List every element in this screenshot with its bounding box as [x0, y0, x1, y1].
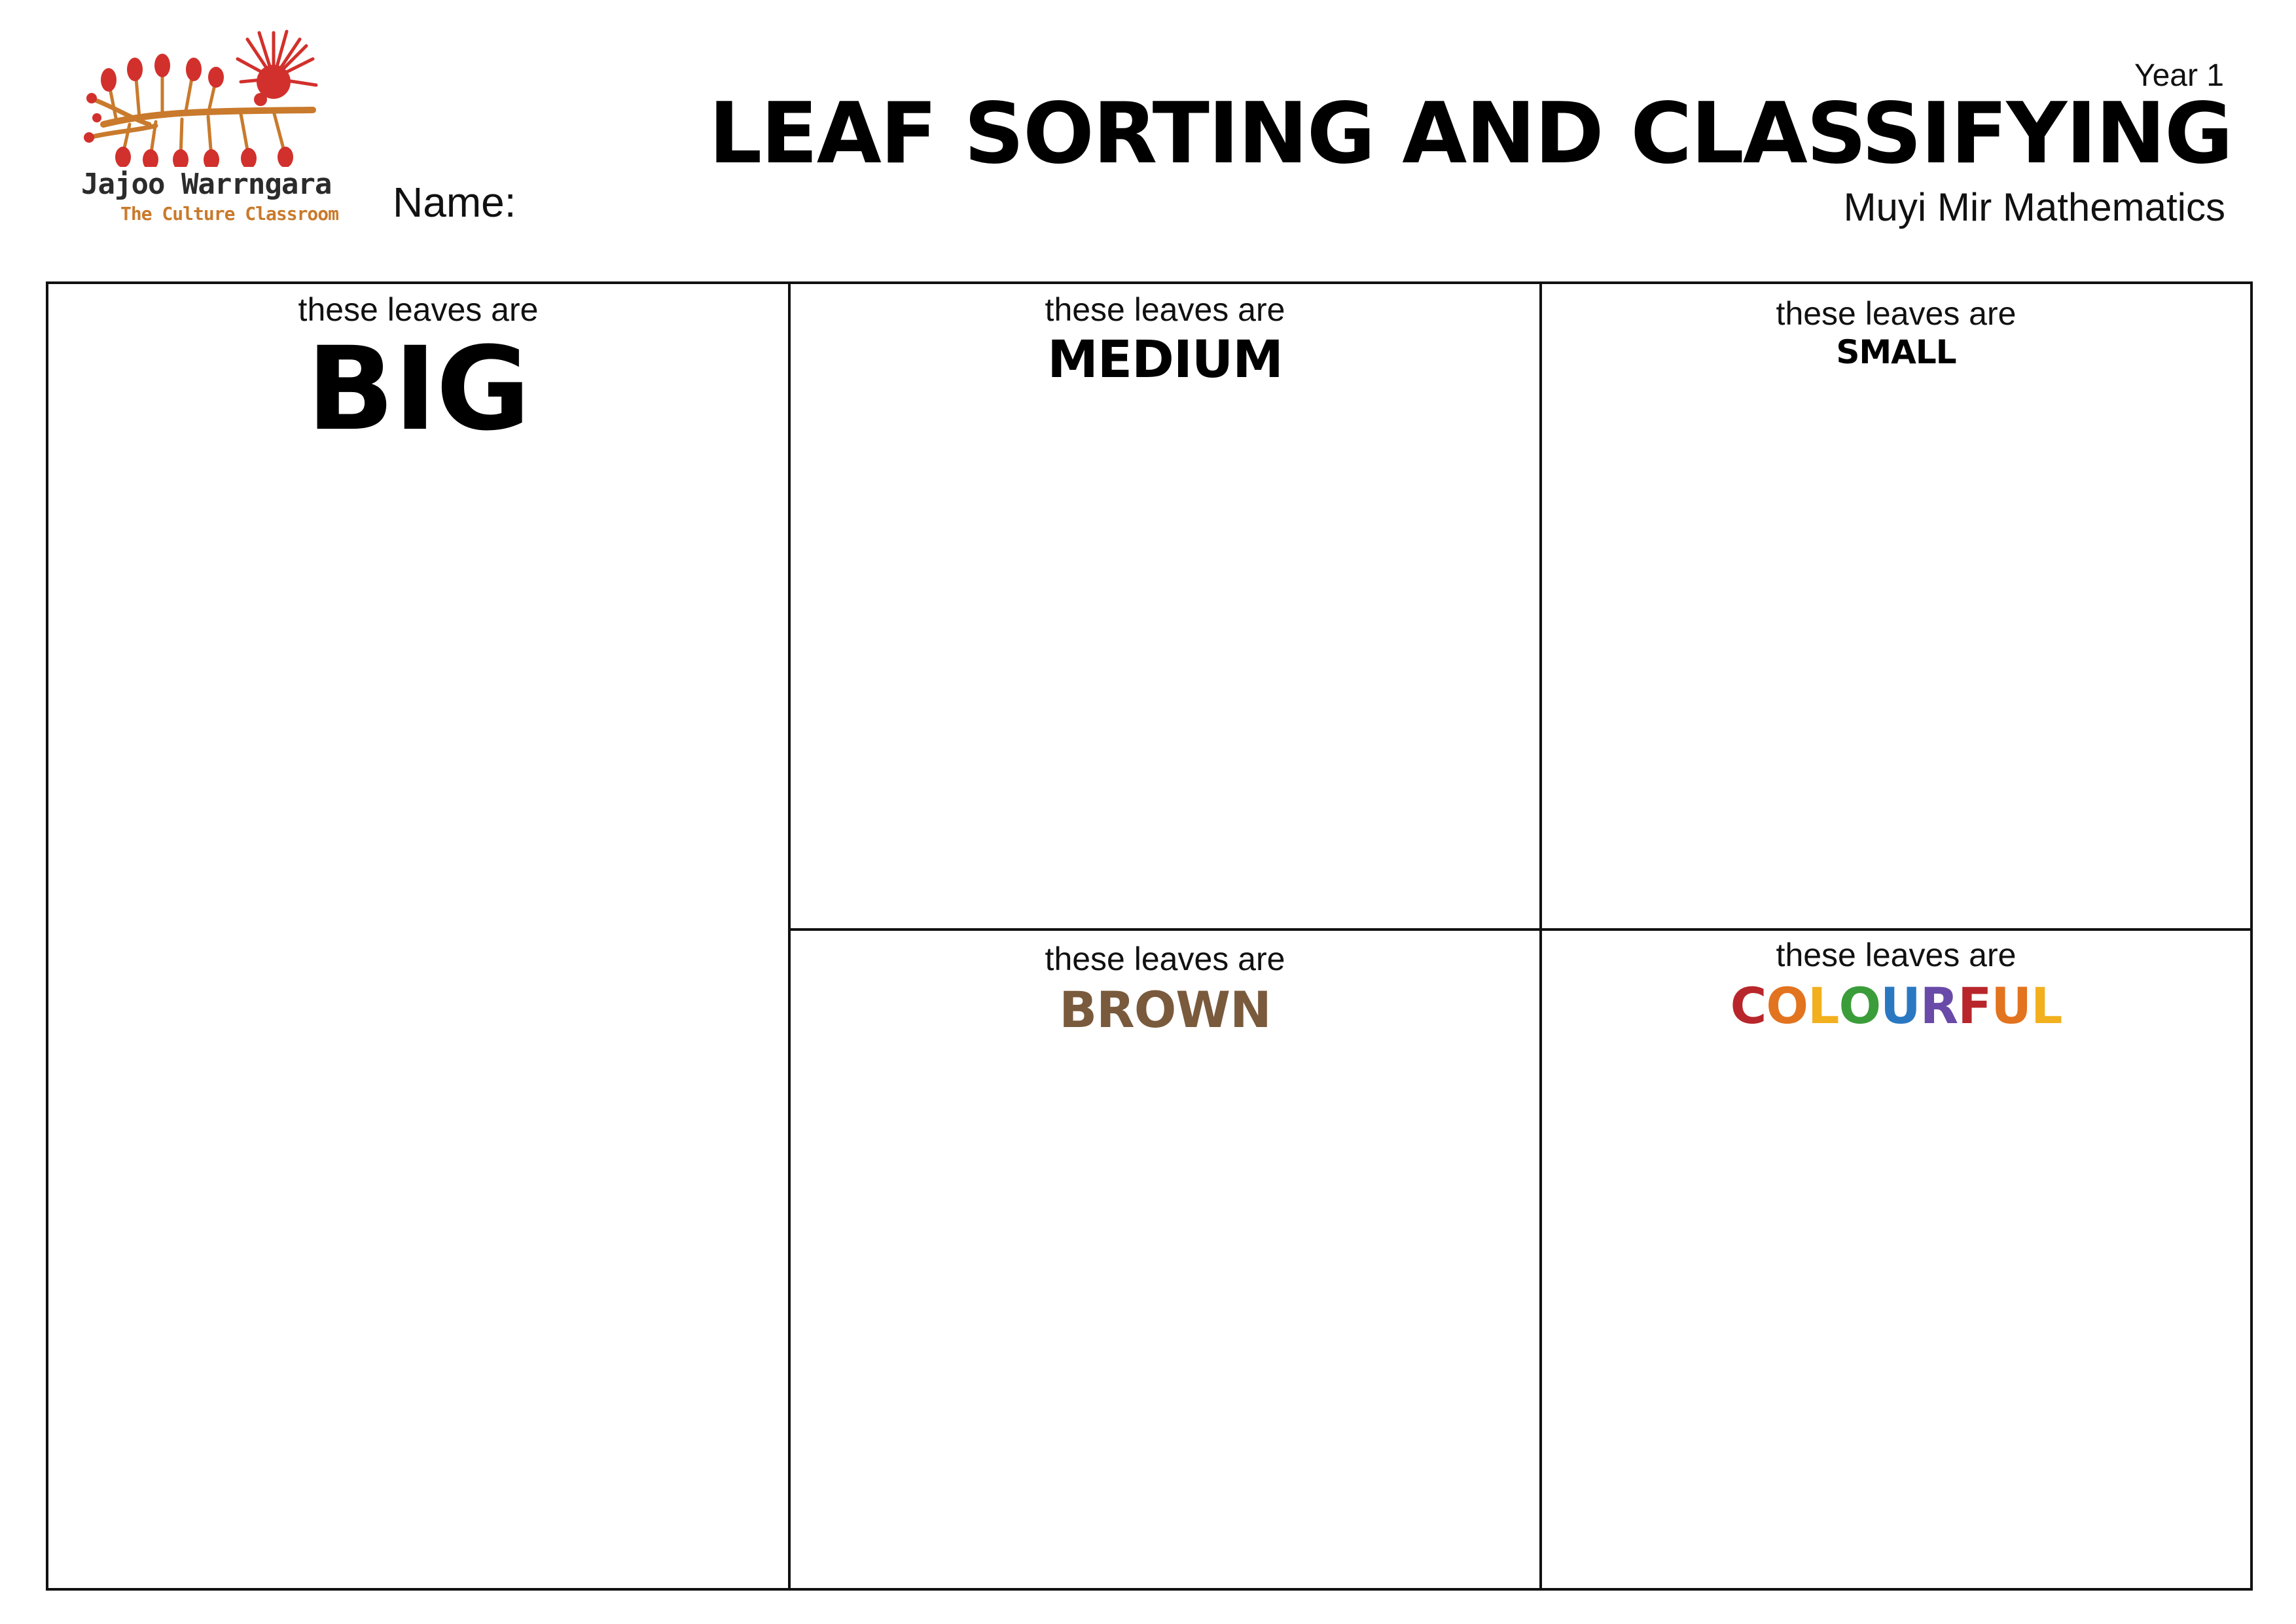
- colourful-letter: R: [1920, 977, 1958, 1035]
- flowering-branch-icon: [77, 26, 326, 167]
- sort-cell-colourful: [1542, 931, 2250, 1588]
- colourful-letter: O: [1839, 977, 1881, 1035]
- sort-cell-medium: [791, 284, 1542, 931]
- colourful-letter: C: [1730, 977, 1767, 1035]
- colourful-letter: O: [1766, 977, 1808, 1035]
- sort-cell-brown: [791, 931, 1542, 1588]
- category-word-brown: BROWN: [1059, 981, 1271, 1039]
- year-label: Year 1: [2134, 58, 2224, 93]
- category-word-big: BIG: [306, 322, 530, 456]
- logo-name: Jajoo Warrngara: [81, 168, 332, 201]
- logo: [77, 26, 339, 229]
- logo-tagline: The Culture Classroom: [120, 203, 339, 225]
- category-word-small: SMALL: [1836, 333, 1956, 371]
- cell-prompt: these leaves are: [1045, 941, 1285, 977]
- colourful-letter: U: [1991, 977, 2031, 1035]
- cell-prompt: these leaves are: [298, 291, 539, 328]
- category-word-medium: MEDIUM: [1047, 331, 1283, 389]
- colourful-letter: U: [1880, 977, 1920, 1035]
- page-title: LEAF SORTING AND CLASSIFYING: [708, 85, 2232, 183]
- colourful-letter: L: [1808, 977, 1839, 1035]
- sort-cell-small: [1542, 284, 2250, 931]
- cell-prompt: these leaves are: [1045, 291, 1285, 328]
- colourful-letter: L: [2030, 977, 2062, 1035]
- sort-cell-big: [48, 284, 791, 1588]
- cell-prompt: these leaves are: [1776, 937, 2017, 973]
- sorting-grid: [46, 281, 2253, 1591]
- colourful-letter: F: [1958, 977, 1992, 1035]
- page-subtitle: Muyi Mir Mathematics: [1843, 185, 2225, 229]
- name-label: Name:: [393, 179, 516, 226]
- cell-prompt: these leaves are: [1776, 295, 2017, 332]
- category-word-colourful: [1542, 977, 2250, 1035]
